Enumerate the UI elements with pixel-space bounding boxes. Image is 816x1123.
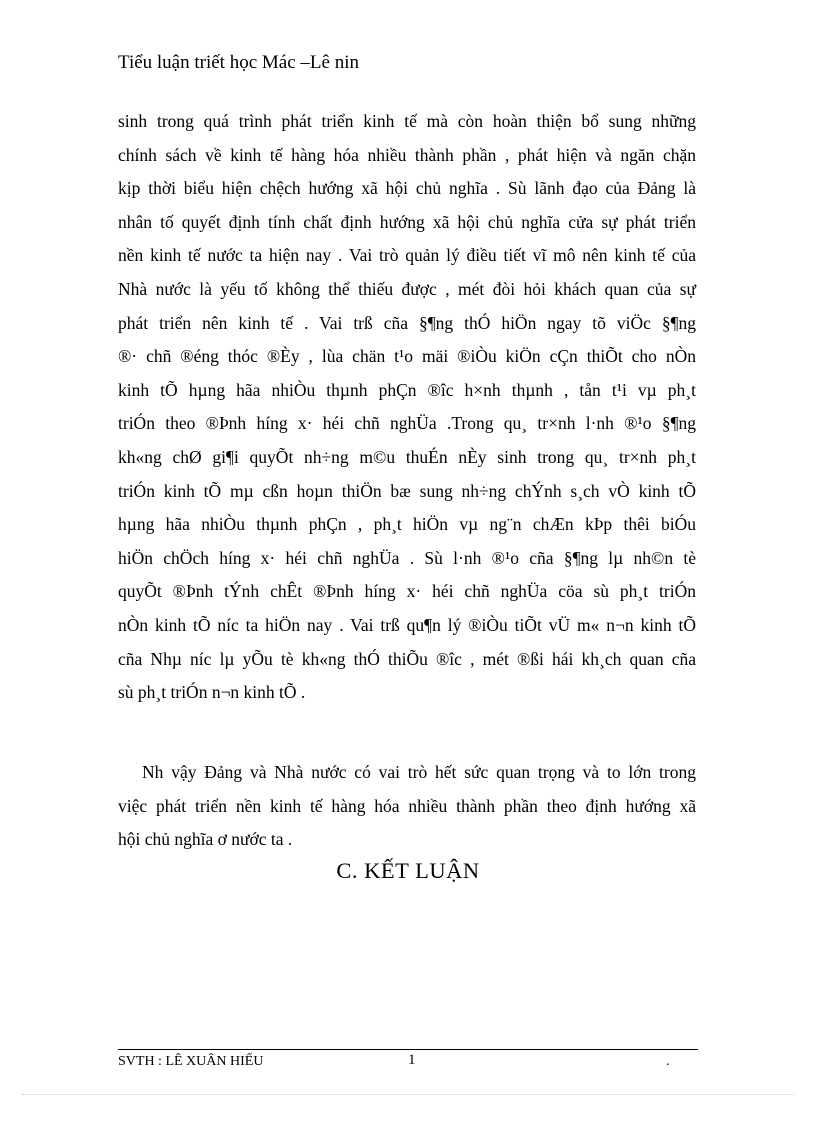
footer-trail: . [666, 1054, 670, 1069]
text-line: Nhà nước là yếu tố không thể thiếu được , mét đòi hỏi khách quan của sự [118, 278, 696, 299]
text-line: nhân tố quyết định tính chất định hướng xã hội chủ nghĩa cửa sự phát triển [118, 211, 696, 232]
text-line: cña Nhµ níc lµ yÕu tè kh«ng thÓ thiÕu ®îc , mét ®ßi hái kh¸ch quan cña [118, 648, 696, 669]
section-heading: C. KẾT LUẬN [336, 858, 480, 883]
text-line: triÓn kinh tÕ mµ cßn hoµn thiÖn bæ sung nh÷ng chÝnh s¸ch vÒ kinh tÕ [118, 480, 696, 501]
text-line: ®· chñ ®éng thóc ®Èy , lùa chän t¹o mäi ®iÒu kiÖn cÇn thiÕt cho nÒn [118, 346, 696, 367]
text-line: triÓn theo ®Þnh híng x· héi chñ nghÜa .Trong qu¸ tr×nh l·nh ®¹o §¶ng [118, 413, 696, 434]
page-number: 1 [408, 1052, 416, 1068]
text-line: nÒn kinh tÕ níc ta hiÖn nay . Vai trß qu¶n lý ®iÒu tiÕt vÜ m« n¬n kinh tÕ [118, 614, 696, 635]
text-line: sinh trong quá trình phát triển kinh tế mà còn hoàn thiện bổ sung những [118, 111, 696, 131]
text-line: phát triển nên kinh tế . Vai trß cña §¶ng thÓ hiÖn ngay tõ viÖc §¶ng [118, 312, 696, 333]
text-line: kinh tÕ hµng hãa nhiÒu thµnh phÇn ®îc h×nh thµnh , tån t¹i vµ ph¸t [118, 379, 696, 400]
body-paragraph-1 [118, 105, 696, 710]
text-line: nền kinh tế nước ta hiện nay . Vai trò quản lý điều tiết vĩ mô nên kinh tế của [118, 245, 696, 266]
text-line: sù ph¸t triÓn n¬n kinh tÕ . [118, 682, 306, 703]
footer-divider [118, 1049, 698, 1050]
text-line: Nh vậy Đảng và Nhà nước có vai trò hết sức quan trọng và to lớn trong [142, 762, 696, 782]
text-line: chính sách về kinh tế hàng hóa nhiều thành phần , phát hiện và ngăn chặn [118, 144, 696, 165]
page-bottom-border [22, 1094, 794, 1095]
page-header: Tiểu luận triết học Mác –Lê nin [118, 52, 359, 73]
text-line: kịp thời biểu hiện chệch hướng xã hội chủ nghĩa . Sù lãnh đạo của Đảng là [118, 178, 696, 199]
body-paragraph-2 [118, 756, 696, 857]
text-line: quyÕt ®Þnh tÝnh chÊt ®Þnh híng x· héi chñ nghÜa cöa sù ph¸t triÓn [118, 581, 696, 602]
text-line: hµng hãa nhiÒu thµnh phÇn , ph¸t hiÖn vµ ng¨n chÆn kÞp thêi biÓu [118, 514, 696, 535]
footer-author: SVTH : LÊ XUÂN HIẾU [118, 1054, 264, 1069]
text-line: kh«ng chØ gi¶i quyÕt nh÷ng m©u thuÉn nÈy sinh trong qu¸ tr×nh ph¸t [118, 446, 696, 467]
text-line: hiÖn chÖch híng x· héi chñ nghÜa . Sù l·nh ®¹o cña §¶ng lµ nh©n tè [118, 547, 696, 568]
text-line: việc phát triển nền kinh tế hàng hóa nhiều thành phần theo định hướng xã [118, 795, 696, 816]
text-line: hội chủ nghĩa ơ nước ta . [118, 829, 293, 850]
